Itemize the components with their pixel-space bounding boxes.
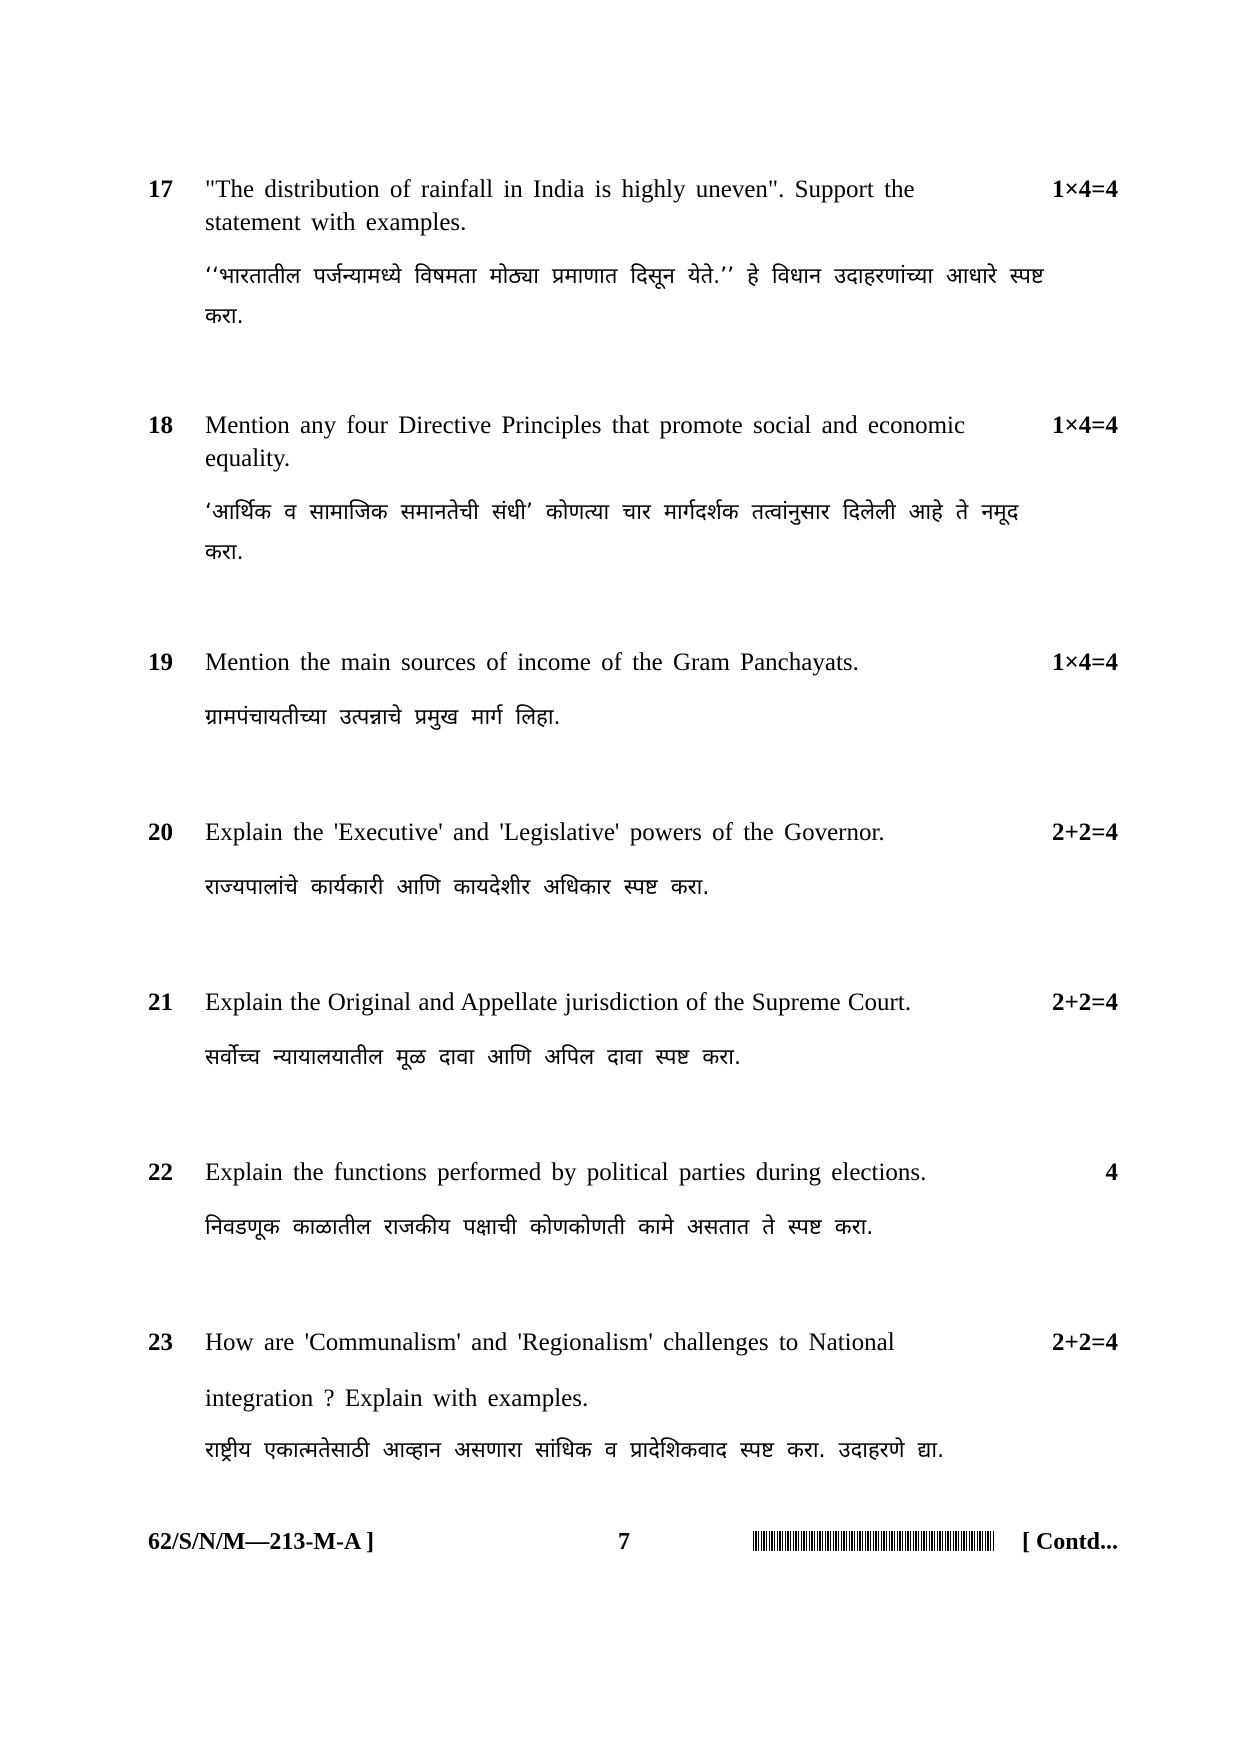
question-text-marathi: निवडणूक काळातील राजकीय पक्षाची कोणकोणती कामे असतात ते स्पष्ट करा. (205, 1215, 874, 1240)
question-number: 18 (148, 412, 173, 439)
continued-label: [ Contd... (1021, 1529, 1118, 1555)
question-text (205, 1326, 1015, 1415)
question-text-marathi: राष्ट्रीय एकात्मतेसाठी आव्हान असणारा सांधिक व प्रादेशिकवाद स्पष्ट करा. उदाहरणे द्या. (205, 1438, 945, 1463)
question-text: Mention the main sources of income of the Gram Panchayats. (205, 649, 859, 676)
paper-code: 62/S/N/M—213-M-A ] (148, 1529, 374, 1555)
page-footer (148, 1525, 1118, 1559)
question-text-marathi: राज्यपालांचे कार्यकारी आणि कायदेशीर अधिकार स्पष्ट करा. (205, 875, 710, 900)
question-text: Explain the functions performed by political parties during elections. (205, 1159, 927, 1186)
question-text-marathi: ग्रामपंचायतीच्या उत्पन्नाचे प्रमुख मार्ग लिहा. (205, 705, 561, 730)
question-text-marathi: सर्वोच्च न्यायालयातील मूळ दावा आणि अपिल दावा स्पष्ट करा. (205, 1045, 741, 1070)
question-number: 21 (148, 989, 173, 1016)
question-number: 20 (148, 819, 173, 846)
question-text-marathi: ‘‘भारतातील पर्जन्यामध्ये विषमता मोठ्या प्रमाणात दिसून येते.’’ हे विधान उदाहरणांच्या आधारे स्पष्ट करा. (205, 264, 1044, 329)
question-text-marathi: ‘आर्थिक व सामाजिक समानतेची संधी’ कोणत्या चार मार्गदर्शक तत्वांनुसार दिलेली आहे ते नमूद करा. (205, 500, 1019, 565)
question-number: 22 (148, 1159, 173, 1186)
question-marks: 4 (1105, 1159, 1118, 1186)
question-text: "The distribution of rainfall in India is highly uneven". Support the statement with examples. (205, 176, 915, 236)
question-number: 17 (148, 176, 173, 203)
page-number: 7 (618, 1529, 630, 1555)
question-marks: 1×4=4 (1052, 649, 1118, 676)
question-marks: 1×4=4 (1052, 176, 1118, 203)
question-marks: 2+2=4 (1052, 819, 1118, 846)
question-text: Explain the 'Executive' and 'Legislative' powers of the Governor. (205, 819, 885, 846)
question-text-line: How are 'Communalism' and 'Regionalism' challenges to National (205, 1329, 895, 1356)
question-text-line: integration ? Explain with examples. (205, 1385, 589, 1412)
question-number: 19 (148, 649, 173, 676)
question-marks: 2+2=4 (1052, 1329, 1118, 1356)
question-marks: 1×4=4 (1052, 412, 1118, 439)
question-number: 23 (148, 1329, 173, 1356)
barcode (753, 1531, 995, 1551)
question-text: Mention any four Directive Principles that promote social and economic equality. (205, 412, 966, 472)
question-text: Explain the Original and Appellate jurisdiction of the Supreme Court. (205, 989, 912, 1016)
question-marks: 2+2=4 (1052, 989, 1118, 1016)
